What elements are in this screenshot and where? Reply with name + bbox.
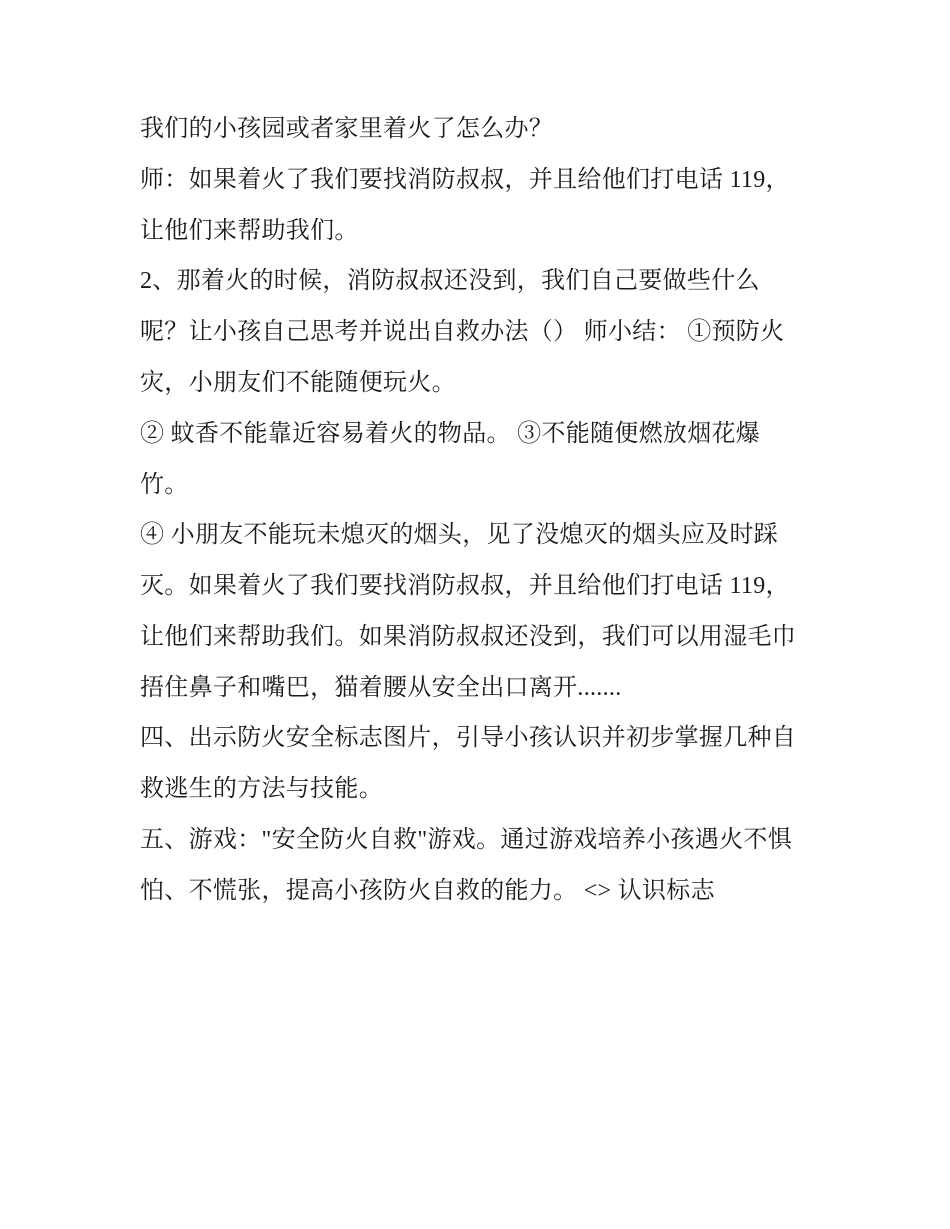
text-line: 竹。: [140, 472, 189, 498]
text-line: 呢？让小孩自己思考并说出自救办法（） 师小结： ①预防火: [140, 319, 785, 345]
text-line: 灭。如果着火了我们要找消防叔叔，并且给他们打电话 119，: [140, 573, 790, 599]
text-line: 师：如果着火了我们要找消防叔叔，并且给他们打电话 119，: [140, 167, 790, 193]
text-line: 让他们来帮助我们。: [140, 218, 359, 244]
text-line: ② 蚊香不能靠近容易着火的物品。 ③不能随便燃放烟花爆: [140, 421, 761, 447]
text-line: 让他们来帮助我们。如果消防叔叔还没到，我们可以用湿毛巾: [140, 624, 797, 650]
text-line: ④ 小朋友不能玩未熄灭的烟头，见了没熄灭的烟头应及时踩: [140, 522, 779, 548]
text-line: 五、游戏："安全防火自救"游戏。通过游戏培养小孩遇火不惧: [140, 827, 792, 853]
text-line: 2、那着火的时候，消防叔叔还没到，我们自己要做些什么: [140, 268, 760, 294]
text-line: 我们的小孩园或者家里着火了怎么办？: [140, 116, 554, 142]
text-line: 灾，小朋友们不能随便玩火。: [140, 370, 456, 396]
text-line: 捂住鼻子和嘴巴，猫着腰从安全出口离开.......: [140, 675, 622, 701]
text-line: 救逃生的方法与技能。: [140, 776, 383, 802]
text-line: 四、出示防火安全标志图片，引导小孩认识并初步掌握几种自: [140, 725, 797, 751]
text-line: 怕、不慌张，提高小孩防火自救的能力。 <> 认识标志: [140, 878, 715, 904]
